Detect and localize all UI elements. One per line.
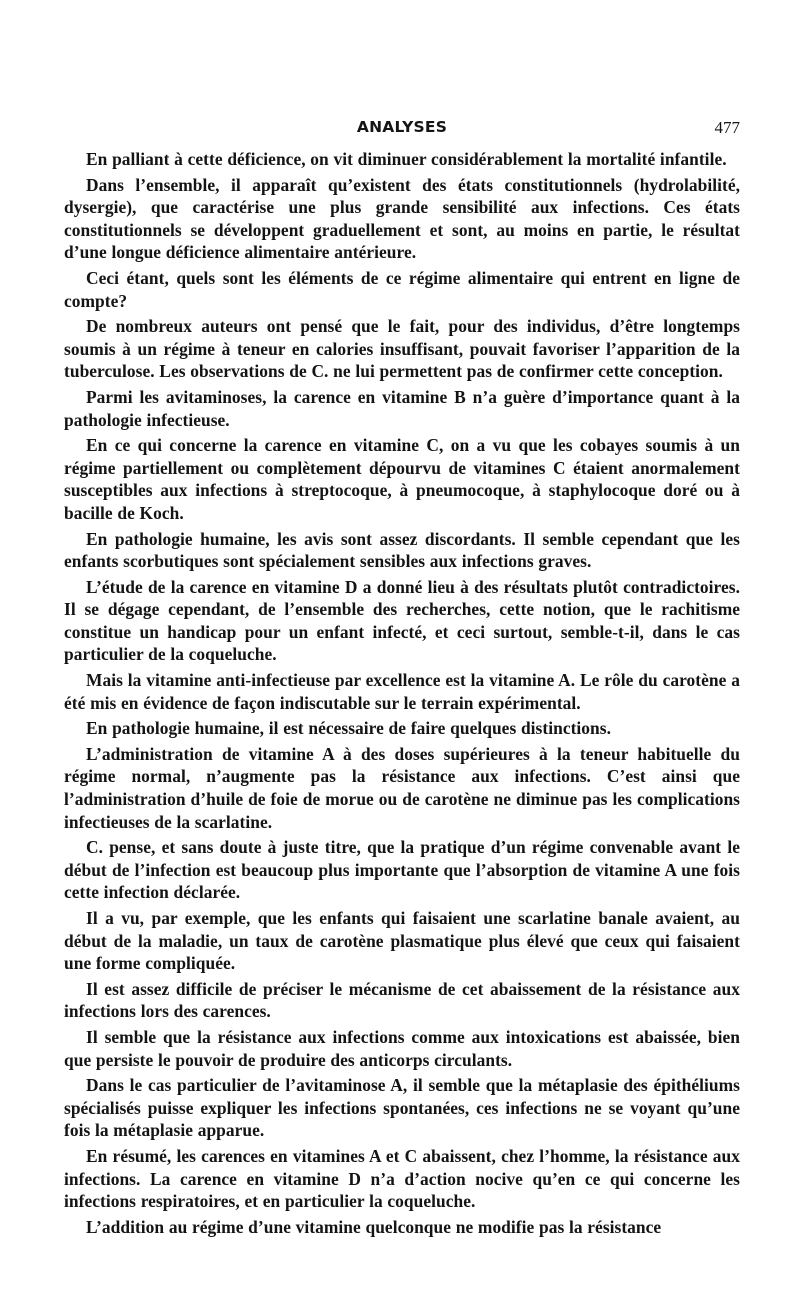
paragraph: Il semble que la résistance aux infections comme aux intoxications est abaissée, bien que persiste le pouvoir de produire des anticorps circulants. <box>64 1026 740 1070</box>
page-header <box>64 118 740 148</box>
paragraph: Il est assez difficile de préciser le mécanisme de cet abaissement de la résistance aux infections lors des carences. <box>64 978 740 1022</box>
paragraph: En pathologie humaine, les avis sont assez discordants. Il semble cependant que les enfants scorbutiques sont spécialement sensibles aux infections graves. <box>64 528 740 572</box>
paragraph: Ceci étant, quels sont les éléments de ce régime alimentaire qui entrent en ligne de compte? <box>64 267 740 311</box>
paragraph: En pathologie humaine, il est nécessaire de faire quelques distinctions. <box>86 718 611 739</box>
running-title: ANALYSES <box>356 118 448 136</box>
paragraph: L’administration de vitamine A à des doses supérieures à la teneur habituelle du régime normal, n’augmente pas la résistance aux infections. C’est ainsi que l’administration d’huile de foie de morue ou de carotène ne diminue pas les complications infectieuses de la scarlatine. <box>64 743 740 832</box>
paragraph: L’addition au régime d’une vitamine quelconque ne modifie pas la résistance <box>86 1216 662 1237</box>
paragraph: En palliant à cette déficience, on vit diminuer considérablement la mortalité infantile. <box>86 149 727 169</box>
paragraph: Mais la vitamine anti-infectieuse par excellence est la vitamine A. Le rôle du carotène a été mis en évidence de façon indiscutable sur le terrain expérimental. <box>64 670 740 713</box>
document-page <box>64 118 740 1238</box>
paragraph: De nombreux auteurs ont pensé que le fait, pour des individus, d’être longtemps soumis à un régime à teneur en calories insuffisant, pouvait favoriser l’apparition de la tuberculose. Les observations de C. ne lui permettent pas de confirmer cette conception. <box>64 316 740 382</box>
page-number: 477 <box>714 118 740 137</box>
paragraph: En ce qui concerne la carence en vitamine C, on a vu que les cobayes soumis à un régime partiellement ou complètement dépourvu de vitamines C étaient anormalement susceptibles aux infections à streptocoque, à pneumocoque, à staphylocoque doré ou à bacille de Koch. <box>64 435 740 523</box>
paragraph: Dans l’ensemble, il apparaît qu’existent des états constitutionnels (hydrolabilité, dysergie), que caractérise une plus grande sensibilité aux infections. Ces états constitutionnels se développent graduellement et sont, au moins en partie, le résultat d’une longue déficience alimentaire antérieure. <box>64 174 740 263</box>
paragraph: En résumé, les carences en vitamines A et C abaissent, chez l’homme, la résistance aux infections. La carence en vitamine D n’a d’action nocive qu’en ce qui concerne les infections respiratoires, et en particulier la coqueluche. <box>64 1145 740 1212</box>
body-text <box>64 148 740 1238</box>
paragraph: L’étude de la carence en vitamine D a donné lieu à des résultats plutôt contradictoires. Il se dégage cependant, de l’ensemble des recherches, cette notion, que le rachitisme constitue un handicap pour un enfant infecté, et ceci surtout, semble-t-il, dans le cas particulier de la coqueluche. <box>64 576 740 665</box>
paragraph: Parmi les avitaminoses, la carence en vitamine B n’a guère d’importance quant à la pathologie infectieuse. <box>64 386 740 430</box>
paragraph: Dans le cas particulier de l’avitaminose A, il semble que la métaplasie des épithéliums spécialisés puisse expliquer les infections spontanées, ces infections ne se voyant qu’une fois la métaplasie apparue. <box>64 1075 740 1141</box>
paragraph: Il a vu, par exemple, que les enfants qui faisaient une scarlatine banale avaient, au début de la maladie, un taux de carotène plasmatique plus élevé que ceux qui faisaient une forme compliquée. <box>64 908 740 974</box>
paragraph: C. pense, et sans doute à juste titre, que la pratique d’un régime convenable avant le début de l’infection est beaucoup plus importante que l’absorption de vitamine A une fois cette infection déclarée. <box>64 837 740 903</box>
